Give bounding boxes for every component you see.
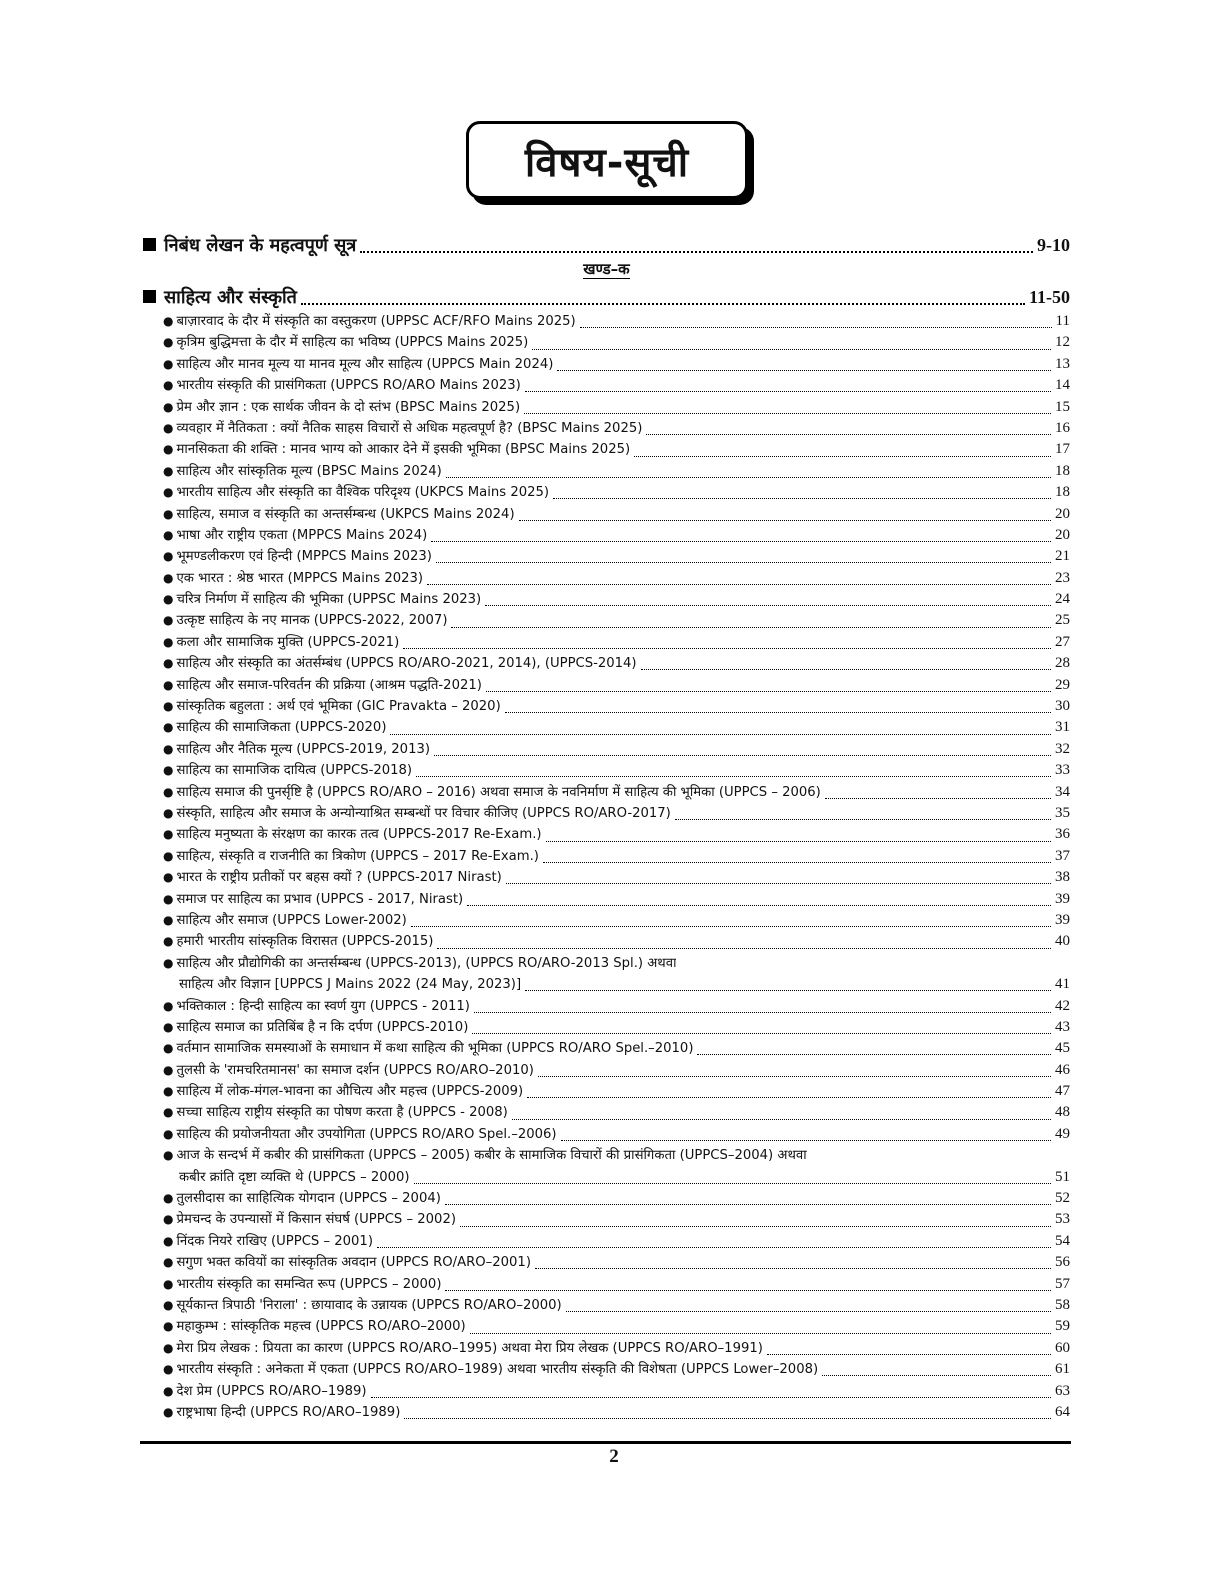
toc-entry[interactable] [163,1102,1070,1123]
toc-entry[interactable] [163,504,1070,525]
toc-entry-title: भक्तिकाल : हिन्दी साहित्य का स्वर्ण युग (UPPCS - 2011) [176,998,470,1014]
dot-leader [411,926,1051,927]
bullet-icon: ● [163,1255,174,1270]
bullet-icon: ● [163,677,174,692]
toc-entry[interactable] [163,931,1070,952]
toc-entry-page: 41 [1055,976,1070,993]
dot-leader [527,1097,1051,1098]
dot-leader [467,905,1051,906]
toc-entry-title: संस्कृति, साहित्य और समाज के अन्योन्याश्रित सम्बन्धों पर विचार कीजिए (UPPCS RO/ARO-2017) [176,805,671,821]
toc-entry[interactable] [163,1274,1070,1295]
bullet-icon: ● [163,998,174,1013]
toc-entry-page: 20 [1055,505,1070,522]
bullet-icon: ● [163,805,174,820]
square-bullet-icon [143,290,156,303]
toc-entry-page: 18 [1055,462,1070,479]
dot-leader [431,541,1051,542]
toc-entry[interactable] [163,1402,1070,1423]
toc-section-page: 11-50 [1028,287,1070,307]
bullet-icon: ● [163,1319,174,1334]
bullet-icon: ● [163,1340,174,1355]
toc-entry[interactable] [163,1081,1070,1102]
toc-entry-page: 23 [1055,569,1070,586]
toc-entry[interactable] [163,953,1070,974]
dot-leader [546,841,1051,842]
bullet-icon: ● [163,527,174,542]
dot-leader [543,862,1051,863]
toc-entry-title: साहित्य की प्रयोजनीयता और उपयोगिता (UPPCS RO/ARO Spel.–2006) [176,1126,557,1142]
toc-entry[interactable] [163,1338,1070,1359]
dot-leader [512,1119,1051,1120]
bullet-icon: ● [163,506,174,521]
bullet-icon: ● [163,463,174,478]
dot-leader [646,434,1051,435]
toc-entry-page: 13 [1055,355,1070,372]
toc-section-label: साहित्य और संस्कृति [164,287,297,308]
toc-entry-title: साहित्य की सामाजिकता (UPPCS-2020) [176,720,387,736]
bullet-icon: ● [163,570,174,585]
toc-entry-title: साहित्य और नैतिक मूल्य (UPPCS-2019, 2013) [176,741,430,757]
toc-entry[interactable] [163,546,1070,567]
dot-leader [416,776,1051,777]
bullet-icon: ● [163,356,174,371]
toc-entry-title: साहित्य और समाज-परिवर्तन की प्रक्रिया (आश्रम पद्धति-2021) [176,677,482,693]
bullet-icon: ● [163,399,174,414]
toc-entry-page: 34 [1055,783,1070,800]
bullet-icon: ● [163,1191,174,1206]
toc-entry-page: 39 [1055,911,1070,928]
toc-entry-title: भूमण्डलीकरण एवं हिन्दी (MPPCS Mains 2023) [176,549,432,565]
toc-entry[interactable] [163,1231,1070,1252]
toc-entry[interactable] [163,760,1070,781]
toc-entry-page: 32 [1055,740,1070,757]
bullet-icon: ● [163,378,174,393]
toc-entry-continuation[interactable] [163,1167,1070,1188]
toc-entry-page: 38 [1055,869,1070,886]
dot-leader [561,1140,1051,1141]
bullet-icon: ● [163,1126,174,1141]
dot-leader [557,370,1051,371]
bullet-icon: ● [163,891,174,906]
toc-entry-title: साहित्य और सांस्कृतिक मूल्य (BPSC Mains 2024) [176,463,442,479]
toc-entry-page: 33 [1055,762,1070,779]
toc-entry-page: 61 [1055,1361,1070,1378]
dot-leader [532,349,1051,350]
bullet-icon: ● [163,955,174,970]
bullet-icon: ● [163,656,174,671]
toc-entry-title: सच्चा साहित्य राष्ट्रीय संस्कृति का पोषण करता है (UPPCS - 2008) [176,1105,508,1121]
toc-section-page: 9-10 [1037,235,1070,255]
toc-entry[interactable] [163,1060,1070,1081]
toc-entry-page: 60 [1055,1339,1070,1356]
toc-entry[interactable] [163,1017,1070,1038]
dot-leader [519,520,1051,521]
toc-entry[interactable] [163,653,1070,674]
toc-entry[interactable] [163,996,1070,1017]
toc-entry-page: 25 [1055,612,1070,629]
toc-entry-page: 47 [1055,1083,1070,1100]
bullet-icon: ● [163,420,174,435]
dot-leader [822,1375,1051,1376]
toc-entry[interactable] [163,1359,1070,1380]
bullet-icon: ● [163,912,174,927]
toc-entry-title: चरित्र निर्माण में साहित्य की भूमिका (UPPSC Mains 2023) [176,592,482,608]
toc-entry-title: साहित्य समाज की पुनर्सृष्टि है (UPPCS RO/ARO – 2016) अथवा समाज के नवनिर्माण में साहित्य की भूमिका (UPPCS – 2006) [176,784,821,800]
toc-entry[interactable] [163,1381,1070,1402]
title-box [466,121,748,199]
dot-leader [414,1183,1051,1184]
bullet-icon: ● [163,1233,174,1248]
dot-leader [460,1226,1051,1227]
toc-entry-page: 57 [1055,1275,1070,1292]
bullet-icon: ● [163,699,174,714]
dot-leader [301,303,1025,305]
dot-leader [825,798,1051,799]
toc-entry-title: एक भारत : श्रेष्ठ भारत (MPPCS Mains 2023) [176,570,424,586]
toc-entry[interactable] [163,1124,1070,1145]
dot-leader [525,990,1051,991]
dot-leader [566,1311,1051,1312]
toc-entry-title: मानसिकता की शक्ति : मानव भाग्य को आकार देने में इसकी भूमिका (BPSC Mains 2025) [176,442,631,458]
toc-entry-page: 37 [1055,847,1070,864]
dot-leader [634,456,1051,457]
khand-heading: खण्ड–क [583,260,630,278]
toc-entry[interactable] [163,568,1070,589]
toc-entry-title: भारतीय संस्कृति का समन्वित रूप (UPPCS – 2000) [176,1276,442,1292]
toc-entry[interactable] [163,311,1070,332]
dot-leader [486,691,1051,692]
dot-leader [641,669,1051,670]
toc-entry-page: 36 [1055,826,1070,843]
bullet-icon: ● [163,1041,174,1056]
toc-entry-page: 14 [1055,377,1070,394]
dot-leader [553,498,1051,499]
toc-entry-title: भारत के राष्ट्रीय प्रतीकों पर बहस क्यों ? (UPPCS-2017 Nirast) [176,870,502,886]
dot-leader [525,391,1051,392]
toc-entry-title: सगुण भक्त कवियों का सांस्कृतिक अवदान (UPPCS RO/ARO–2001) [176,1255,531,1271]
toc-entry[interactable] [163,846,1070,867]
toc-entry-title: साहित्य और मानव मूल्य या मानव मूल्य और साहित्य (UPPCS Main 2024) [176,356,554,372]
toc-entry[interactable] [163,1316,1070,1337]
bullet-icon: ● [163,592,174,607]
bullet-icon: ● [163,1404,174,1419]
toc-entry-title: साहित्य और विज्ञान [UPPCS J Mains 2022 (24 May, 2023)] [179,977,522,993]
toc-entry-title: साहित्य मनुष्यता के संरक्षण का कारक तत्व (UPPCS-2017 Re-Exam.) [176,827,542,843]
toc-entry-title: प्रेमचन्द के उपन्यासों में किसान संघर्ष (UPPCS – 2002) [176,1212,456,1228]
toc-entry-page: 16 [1055,419,1070,436]
toc-entry-page: 64 [1055,1403,1070,1420]
square-bullet-icon [143,238,156,251]
bullet-icon: ● [163,1148,174,1163]
bullet-icon: ● [163,335,174,350]
toc-entry[interactable] [163,910,1070,931]
page-number: 2 [609,1446,619,1467]
dot-leader [446,477,1051,478]
bullet-icon: ● [163,1297,174,1312]
toc-entry[interactable] [163,739,1070,760]
toc-entry-page: 21 [1055,548,1070,565]
bullet-icon: ● [163,763,174,778]
toc-entry[interactable] [163,1145,1070,1166]
bullet-icon: ● [163,934,174,949]
bullet-icon: ● [163,1362,174,1377]
dot-leader [371,1397,1051,1398]
toc-entry[interactable] [163,332,1070,353]
dot-leader [445,1290,1051,1291]
toc-entry-page: 52 [1055,1190,1070,1207]
toc-entry-page: 28 [1055,655,1070,672]
toc-entry-title: व्यवहार में नैतिकता : क्यों नैतिक साहस विचारों से अधिक महत्वपूर्ण है? (BPSC Mains 2025) [176,420,643,436]
toc-entry[interactable] [163,589,1070,610]
toc-entry[interactable] [163,782,1070,803]
bullet-icon: ● [163,848,174,863]
toc-entry-page: 35 [1055,804,1070,821]
dot-leader [403,648,1051,649]
toc-entry-page: 46 [1055,1061,1070,1078]
toc-entry[interactable] [163,824,1070,845]
toc-entry-title: भारतीय साहित्य और संस्कृति का वैश्विक परिदृश्य (UKPCS Mains 2025) [176,485,550,501]
dot-leader [472,1033,1051,1034]
dot-leader [445,1204,1051,1205]
bullet-icon: ● [163,613,174,628]
toc-entry[interactable] [163,1188,1070,1209]
bullet-icon: ● [163,1383,174,1398]
toc-entry[interactable] [163,632,1070,653]
toc-entry-page: 11 [1055,313,1070,329]
toc-entry-title: कला और सामाजिक मुक्ति (UPPCS-2021) [176,634,400,650]
bullet-icon: ● [163,1276,174,1291]
toc-entry-title: प्रेम और ज्ञान : एक सार्थक जीवन के दो स्तंभ (BPSC Mains 2025) [176,399,521,415]
toc-section-label: निबंध लेखन के महत्वपूर्ण सूत्र [164,235,357,256]
page-title: विषय-सूची [524,139,690,186]
toc-entry[interactable] [163,610,1070,631]
dot-leader [360,251,1033,253]
toc-entry-page: 56 [1055,1254,1070,1271]
dot-leader [675,819,1051,820]
toc-entry[interactable] [163,1038,1070,1059]
bullet-icon: ● [163,634,174,649]
toc-entry[interactable] [163,696,1070,717]
bullet-icon: ● [163,1019,174,1034]
toc-entry[interactable] [163,889,1070,910]
toc-entry-continuation[interactable] [163,974,1070,995]
dot-leader [427,584,1051,585]
toc-entry[interactable] [163,1295,1070,1316]
toc-entry-page: 39 [1055,890,1070,907]
dot-leader [474,1012,1051,1013]
toc-entry-page: 31 [1055,719,1070,736]
toc-entry[interactable] [163,418,1070,439]
toc-entry-page: 29 [1055,676,1070,693]
dot-leader [485,605,1051,606]
toc-entry[interactable] [163,461,1070,482]
toc-entry[interactable] [163,717,1070,738]
dot-leader [580,327,1052,328]
toc-entry[interactable] [163,1252,1070,1273]
bullet-icon: ● [163,485,174,500]
toc-entry[interactable] [163,375,1070,396]
toc-entry-page: 15 [1055,398,1070,415]
toc-entry-title: साहित्य और प्रौद्योगिकी का अन्तर्सम्बन्ध (UPPCS-2013), (UPPCS RO/ARO-2013 Spl.) अथवा [176,955,677,971]
dot-leader [767,1354,1051,1355]
toc-entry-title: समाज पर साहित्य का प्रभाव (UPPCS - 2017, Nirast) [176,891,464,907]
dot-leader [506,883,1051,884]
toc-entry-title: भाषा और राष्ट्रीय एकता (MPPCS Mains 2024) [176,527,428,543]
toc-entry-title: भारतीय संस्कृति : अनेकता में एकता (UPPCS RO/ARO–1989) अथवा भारतीय संस्कृति की विशेषता (UPPCS Lower–2008) [176,1362,819,1378]
bullet-icon: ● [163,1212,174,1227]
toc-entry-page: 53 [1055,1211,1070,1228]
toc-entry-title: आज के सन्दर्भ में कबीर की प्रासंगिकता (UPPCS – 2005) कबीर के सामाजिक विचारों की प्रासंगिकता (UPPCS–2004) अथवा [176,1148,807,1164]
toc-entry[interactable] [163,439,1070,460]
dot-leader [451,627,1051,628]
dot-leader [390,734,1051,735]
dot-leader [434,755,1051,756]
toc-entry-page: 54 [1055,1232,1070,1249]
toc-entry-title: हमारी भारतीय सांस्कृतिक विरासत (UPPCS-2015) [176,934,434,950]
bullet-icon: ● [163,784,174,799]
dot-leader [436,562,1051,563]
toc-entry-title: सांस्कृतिक बहुलता : अर्थ एवं भूमिका (GIC Pravakta – 2020) [176,699,501,715]
toc-entry-title: साहित्य में लोक-मंगल-भावना का औचित्य और महत्त्व (UPPCS-2009) [176,1084,524,1100]
toc-entry-page: 43 [1055,1018,1070,1035]
toc-entry-page: 45 [1055,1040,1070,1057]
toc-entry-page: 20 [1055,526,1070,543]
toc-entry-page: 24 [1055,591,1070,608]
toc-entry-title: राष्ट्रभाषा हिन्दी (UPPCS RO/ARO–1989) [176,1404,401,1420]
toc-entry-title: तुलसी के 'रामचरितमानस' का समाज दर्शन (UPPCS RO/ARO–2010) [176,1062,534,1078]
toc-entry-title: महाकुम्भ : सांस्कृतिक महत्त्व (UPPCS RO/ARO–2000) [176,1319,466,1335]
toc-entry-page: 51 [1055,1168,1070,1185]
toc-entry[interactable] [163,397,1070,418]
toc-entry-page: 27 [1055,633,1070,650]
bullet-icon: ● [163,870,174,885]
toc-entry-title: साहित्य और संस्कृति का अंतर्सम्बंध (UPPCS RO/ARO-2021, 2014), (UPPCS-2014) [176,656,637,672]
toc-entry[interactable] [163,525,1070,546]
toc-entry[interactable] [163,803,1070,824]
toc-entry-page: 58 [1055,1296,1070,1313]
toc-section-row[interactable] [143,285,1070,311]
toc-entry-page: 40 [1055,933,1070,950]
dot-leader [535,1268,1051,1269]
dot-leader [524,413,1051,414]
toc-entry-title: कबीर क्रांति दृष्टा व्यक्ति थे (UPPCS – 2000) [179,1169,410,1185]
toc-entry-page: 17 [1055,441,1070,458]
bullet-icon: ● [163,720,174,735]
bullet-icon: ● [163,314,174,328]
toc-entry-page: 59 [1055,1318,1070,1335]
dot-leader [538,1076,1051,1077]
toc-entry-title: बाज़ारवाद के दौर में संस्कृति का वस्तुकरण (UPPSC ACF/RFO Mains 2025) [176,314,576,329]
bullet-icon: ● [163,1084,174,1099]
toc-entry-title: साहित्य और समाज (UPPCS Lower-2002) [176,912,407,928]
dot-leader [437,948,1051,949]
bullet-icon: ● [163,827,174,842]
title-frame [466,121,750,201]
toc-entry[interactable] [163,675,1070,696]
toc-entry-title: भारतीय संस्कृति की प्रासंगिकता (UPPCS RO/ARO Mains 2023) [176,378,521,394]
toc-entry[interactable] [163,354,1070,375]
toc-entry-title: उत्कृष्ट साहित्य के नए मानक (UPPCS-2022, 2007) [176,613,448,629]
toc-entry[interactable] [163,482,1070,503]
toc-entry-page: 63 [1055,1382,1070,1399]
bullet-icon: ● [163,442,174,457]
toc-entry-title: साहित्य का सामाजिक दायित्व (UPPCS-2018) [176,763,413,779]
toc-entry-title: तुलसीदास का साहित्यिक योगदान (UPPCS – 2004) [176,1191,441,1207]
toc-entry-page: 48 [1055,1104,1070,1121]
toc-section-row[interactable] [143,233,1070,259]
bullet-icon: ● [163,741,174,756]
dot-leader [505,712,1051,713]
table-of-contents [143,233,1070,1423]
footer-rule [140,1441,1071,1444]
toc-entry-title: मेरा प्रिय लेखक : प्रियता का कारण (UPPCS RO/ARO–1995) अथवा मेरा प्रिय लेखक (UPPCS RO/ARO–1991) [176,1340,763,1356]
toc-entry-title: साहित्य, समाज व संस्कृति का अन्तर्सम्बन्ध (UKPCS Mains 2024) [176,506,515,522]
toc-entry-page: 42 [1055,997,1070,1014]
toc-entry-title: निंदक नियरे राखिए (UPPCS – 2001) [176,1233,373,1249]
dot-leader [404,1418,1051,1419]
toc-entry-page: 30 [1055,698,1070,715]
toc-entry-page: 18 [1055,484,1070,501]
toc-entry-title: साहित्य समाज का प्रतिबिंब है न कि दर्पण (UPPCS-2010) [176,1019,469,1035]
toc-entry-title: सूर्यकान्त त्रिपाठी 'निराला' : छायावाद के उन्नायक (UPPCS RO/ARO–2000) [176,1297,562,1313]
toc-entry-list [163,311,1070,1423]
toc-entry-page: 12 [1055,334,1070,351]
bullet-icon: ● [163,1062,174,1077]
dot-leader [377,1247,1051,1248]
dot-leader [470,1333,1051,1334]
toc-entry[interactable] [163,867,1070,888]
toc-entry-title: वर्तमान सामाजिक समस्याओं के समाधान में कथा साहित्य की भूमिका (UPPCS RO/ARO Spel.–2010) [176,1041,694,1057]
bullet-icon: ● [163,549,174,564]
bullet-icon: ● [163,1105,174,1120]
toc-entry-title: देश प्रेम (UPPCS RO/ARO–1989) [176,1383,367,1399]
toc-entry[interactable] [163,1209,1070,1230]
dot-leader [697,1054,1051,1055]
toc-entry-title: साहित्य, संस्कृति व राजनीति का त्रिकोण (UPPCS – 2017 Re-Exam.) [176,848,539,864]
toc-entry-page: 49 [1055,1125,1070,1142]
toc-entry-title: कृत्रिम बुद्धिमत्ता के दौर में साहित्य का भविष्य (UPPCS Mains 2025) [176,335,529,351]
